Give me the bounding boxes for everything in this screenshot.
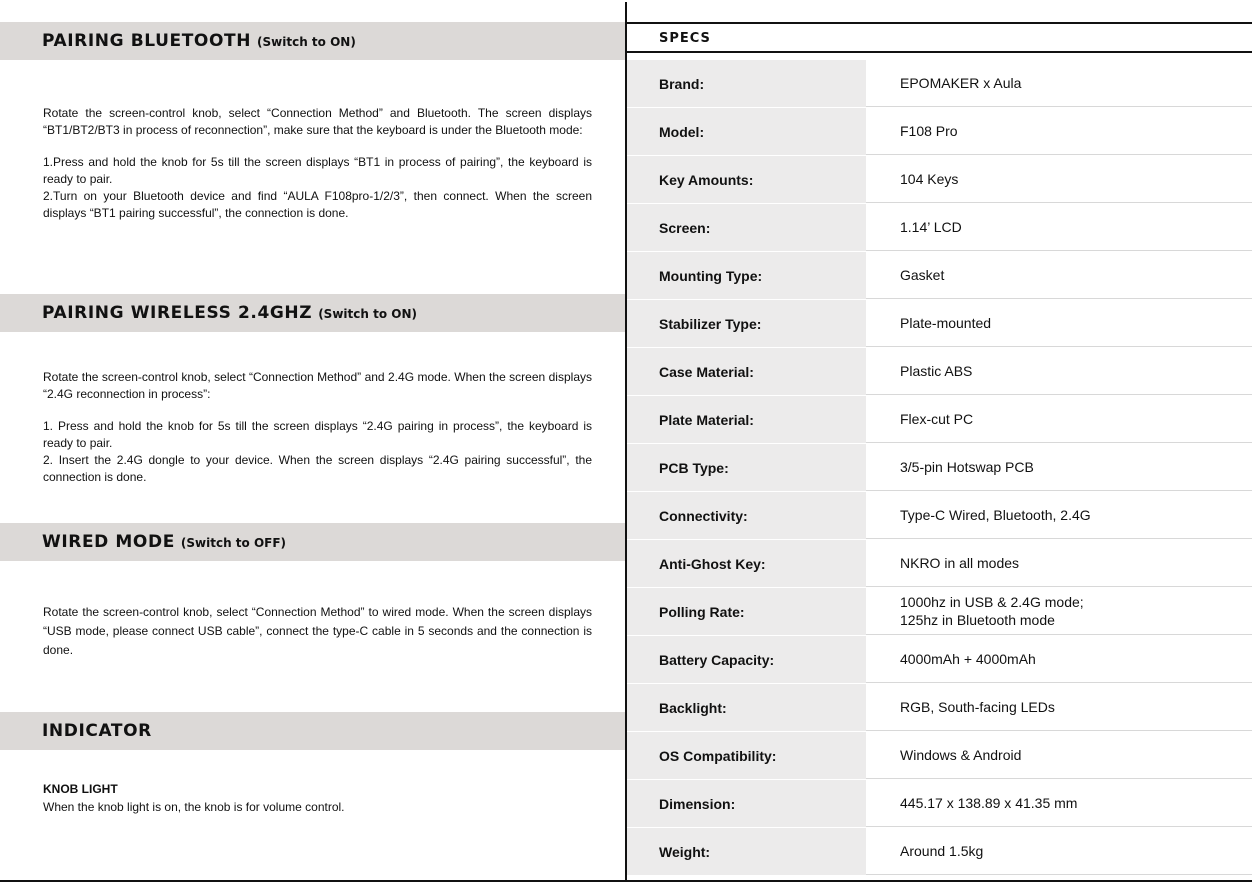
spec-row [627, 348, 1252, 396]
knob-light-label: KNOB LIGHT [43, 782, 118, 796]
spec-value: EPOMAKER x Aula [866, 60, 1252, 107]
paragraph: 1. Press and hold the knob for 5s till the screen displays “2.4G pairing in process”, the keyboard is ready to pair. [43, 419, 592, 450]
specs-top-rule [627, 22, 1252, 24]
spec-value: Around 1.5kg [866, 828, 1252, 875]
spec-row [627, 828, 1252, 876]
spec-value: 1.14’ LCD [866, 204, 1252, 251]
spec-label: Connectivity: [627, 492, 866, 539]
section-header-wired [0, 523, 625, 561]
instructions-column [0, 0, 625, 883]
spec-row [627, 492, 1252, 540]
spec-label: Brand: [627, 60, 866, 107]
spec-row [627, 252, 1252, 300]
spec-label: Dimension: [627, 780, 866, 827]
spec-value: 3/5-pin Hotswap PCB [866, 444, 1252, 491]
spec-label: Plate Material: [627, 396, 866, 443]
section-body-wireless [43, 369, 592, 486]
spec-value: 104 Keys [866, 156, 1252, 203]
spec-label: Anti-Ghost Key: [627, 540, 866, 587]
spec-row [627, 444, 1252, 492]
spec-value: Windows & Android [866, 732, 1252, 779]
spec-value: RGB, South-facing LEDs [866, 684, 1252, 731]
specs-table [627, 60, 1252, 876]
spec-row [627, 732, 1252, 780]
paragraph: 2. Insert the 2.4G dongle to your device. When the screen displays “2.4G pairing successful”, the connection is done. [43, 453, 592, 484]
spec-row [627, 636, 1252, 684]
spec-row [627, 204, 1252, 252]
spec-row [627, 396, 1252, 444]
spec-row [627, 156, 1252, 204]
spec-label: Screen: [627, 204, 866, 251]
spec-value: 1000hz in USB & 2.4G mode; 125hz in Bluetooth mode [866, 588, 1252, 635]
spec-value: F108 Pro [866, 108, 1252, 155]
spec-row [627, 588, 1252, 636]
spec-value: Flex-cut PC [866, 396, 1252, 443]
spec-label: Backlight: [627, 684, 866, 731]
spec-value: Plastic ABS [866, 348, 1252, 395]
spec-row [627, 300, 1252, 348]
section-header-indicator [0, 712, 625, 750]
paragraph: Rotate the screen-control knob, select “Connection Method” and Bluetooth. The screen displays “BT1/BT2/BT3 in process of reconnection”, make sure that the keyboard is under the Bluetooth mode: [43, 106, 592, 137]
section-title: WIRED MODE [42, 532, 175, 552]
spec-label: Battery Capacity: [627, 636, 866, 683]
paragraph: When the knob light is on, the knob is for volume control. [43, 800, 345, 814]
section-header-wireless [0, 294, 625, 332]
spec-label: Model: [627, 108, 866, 155]
spec-label: Weight: [627, 828, 866, 875]
spec-label: PCB Type: [627, 444, 866, 491]
paragraph: Rotate the screen-control knob, select “Connection Method” and 2.4G mode. When the screen displays “2.4G reconnection in process”: [43, 370, 592, 401]
specs-column [627, 0, 1252, 883]
spec-label: OS Compatibility: [627, 732, 866, 779]
spec-label: Mounting Type: [627, 252, 866, 299]
spec-label: Key Amounts: [627, 156, 866, 203]
paragraph: Rotate the screen-control knob, select “Connection Method” to wired mode. When the screen displays “USB mode, please connect USB cable”, connect the type-C cable in 5 seconds and the connection is done. [43, 605, 592, 657]
spec-row [627, 780, 1252, 828]
spec-row [627, 60, 1252, 108]
spec-value: 445.17 x 138.89 x 41.35 mm [866, 780, 1252, 827]
spec-value: Plate-mounted [866, 300, 1252, 347]
spec-row [627, 108, 1252, 156]
section-title: PAIRING BLUETOOTH [42, 31, 252, 51]
section-body-indicator [43, 780, 592, 816]
section-body-bluetooth [43, 105, 592, 222]
specs-title: SPECS [659, 31, 711, 46]
spec-label: Case Material: [627, 348, 866, 395]
spec-row [627, 540, 1252, 588]
section-title: PAIRING WIRELESS 2.4GHZ [42, 303, 313, 323]
spec-value: NKRO in all modes [866, 540, 1252, 587]
section-body-wired [43, 603, 592, 660]
spec-value: Type-C Wired, Bluetooth, 2.4G [866, 492, 1252, 539]
spec-value: Gasket [866, 252, 1252, 299]
spec-value: 4000mAh + 4000mAh [866, 636, 1252, 683]
spec-label: Polling Rate: [627, 588, 866, 635]
section-note: (Switch to ON) [318, 307, 417, 321]
section-note: (Switch to OFF) [180, 536, 287, 550]
paragraph: 1.Press and hold the knob for 5s till the screen displays “BT1 in process of pairing”, the keyboard is ready to pair. [43, 155, 592, 186]
section-note: (Switch to ON) [257, 35, 356, 49]
section-header-bluetooth [0, 22, 625, 60]
spec-label: Stabilizer Type: [627, 300, 866, 347]
section-title: INDICATOR [42, 721, 152, 741]
specs-header-rule [627, 51, 1252, 53]
paragraph: 2.Turn on your Bluetooth device and find “AULA F108pro-1/2/3”, then connect. When the screen displays “BT1 pairing successful”, the connection is done. [43, 189, 592, 220]
spec-row [627, 684, 1252, 732]
